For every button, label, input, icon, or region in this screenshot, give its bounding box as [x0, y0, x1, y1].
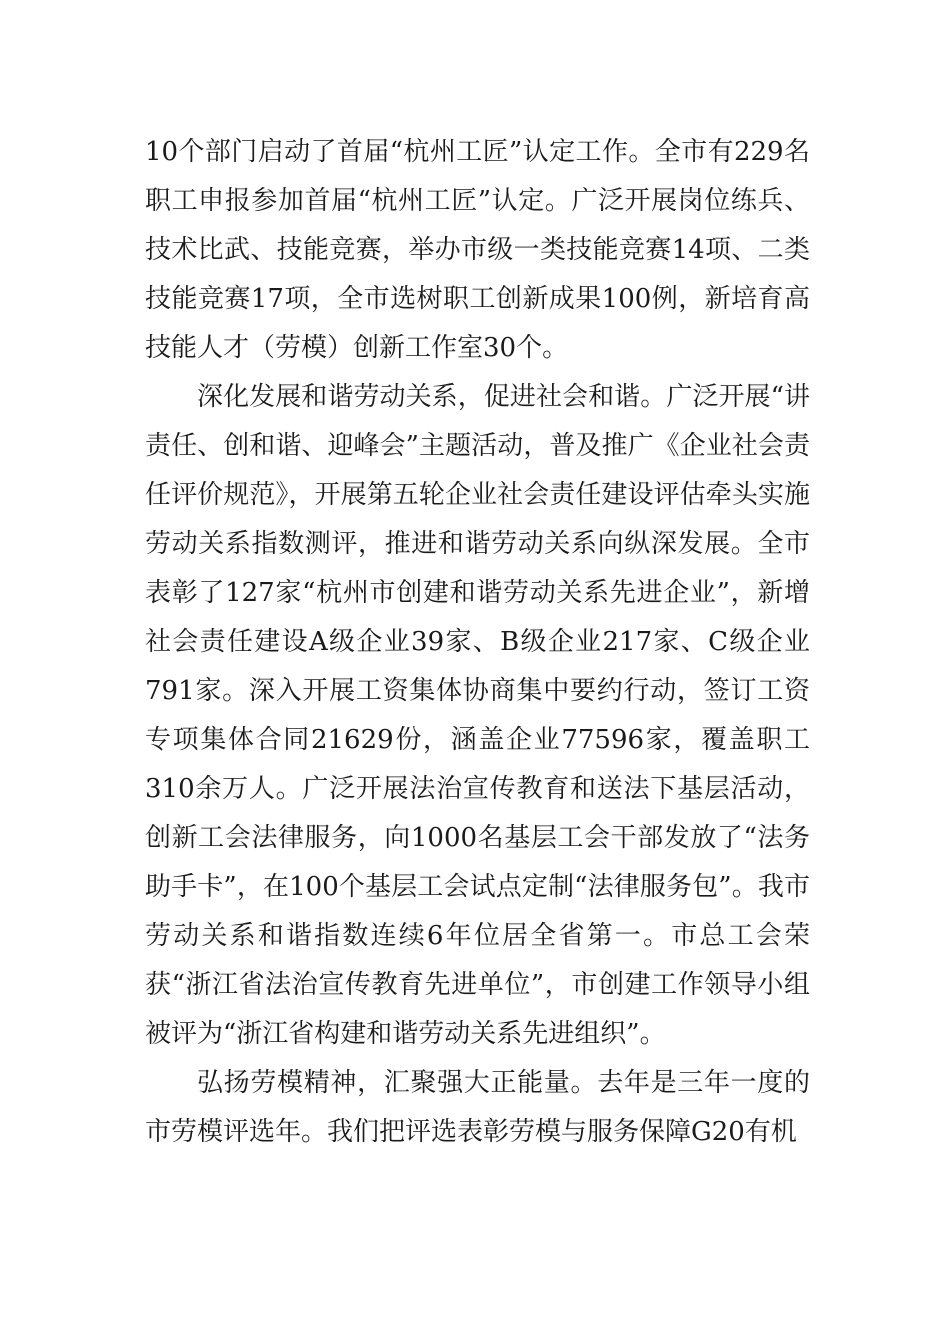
document-body: [145, 128, 810, 1157]
paragraph-skills-development: 10个部门启动了首届“杭州工匠”认定工作。全市有229名职工申报参加首届“杭州工匠”认定。广泛开展岗位练兵、技术比武、技能竞赛，举办市级一类技能竞赛14项、二类技能竞赛17项，全市选树职工创新成果100例，新培育高技能人才（劳模）创新工作室30个。: [145, 137, 810, 363]
paragraph-model-workers: 弘扬劳模精神，汇聚强大正能量。去年是三年一度的市劳模评选年。我们把评选表彰劳模与服务保障G20有机: [145, 1068, 810, 1147]
paragraph-labor-relations: 深化发展和谐劳动关系，促进社会和谐。广泛开展“讲责任、创和谐、迎峰会”主题活动，普及推广《企业社会责任评价规范》，开展第五轮企业社会责任建设评估牵头实施劳动关系指数测评，推进和谐劳动关系向纵深发展。全市表彰了127家“杭州市创建和谐劳动关系先进企业”，新增社会责任建设A级企业39家、B级企业217家、C级企业791家。深入开展工资集体协商集中要约行动，签订工资专项集体合同21629份，涵盖企业77596家，覆盖职工310余万人。广泛开展法治宣传教育和送法下基层活动，创新工会法律服务，向1000名基层工会干部发放了“法务助手卡”，在100个基层工会试点定制“法律服务包”。我市劳动关系和谐指数连续6年位居全省第一。市总工会荣获“浙江省法治宣传教育先进单位”，市创建工作领导小组被评为“浙江省构建和谐劳动关系先进组织”。: [145, 382, 810, 1049]
